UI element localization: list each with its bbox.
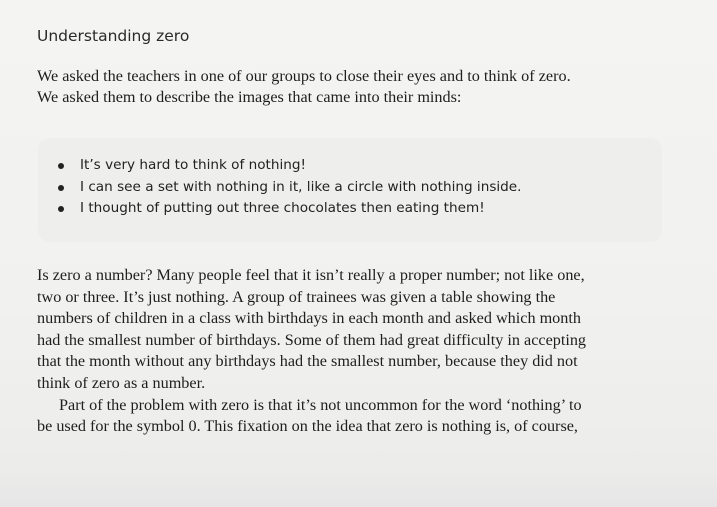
list-item bbox=[55, 155, 522, 177]
paragraph-1-line: numbers of children in a class with birthdays in each month and asked which month bbox=[37, 309, 581, 328]
teacher-responses-list bbox=[55, 155, 522, 220]
page-bottom-shadow bbox=[0, 470, 717, 507]
list-item-text: I thought of putting out three chocolates then eating them! bbox=[80, 200, 485, 216]
paragraph-1-line: had the smallest number of birthdays. Some of them had great difficulty in accepting bbox=[37, 330, 587, 349]
section-heading: Understanding zero bbox=[37, 27, 190, 45]
intro-line: We asked them to describe the images that came into their minds: bbox=[37, 88, 462, 106]
paragraph-2-line: be used for the symbol 0. This fixation on the idea that zero is nothing is, of course, bbox=[37, 417, 578, 436]
list-item bbox=[55, 177, 522, 199]
paragraph-1-line: two or three. It’s just nothing. A group of trainees was given a table showing the bbox=[37, 287, 556, 306]
bullet-icon bbox=[58, 185, 64, 191]
list-item bbox=[55, 198, 522, 220]
bullet-icon bbox=[58, 206, 64, 212]
intro-line: We asked the teachers in one of our groups to close their eyes and to think of zero. bbox=[37, 67, 571, 85]
bullet-icon bbox=[58, 163, 64, 169]
body-text bbox=[37, 265, 677, 438]
list-item-text: I can see a set with nothing in it, like a circle with nothing inside. bbox=[80, 178, 522, 195]
list-item-text: It’s very hard to think of nothing! bbox=[80, 157, 306, 173]
paragraph-1-line: Is zero a number? Many people feel that it isn’t really a proper number; not like one, bbox=[37, 266, 585, 284]
paragraph-2-line: Part of the problem with zero is that it’s not uncommon for the word ‘nothing’ to bbox=[59, 395, 582, 414]
paragraph-1-line: that the month without any birthdays had the smallest number, because they did not bbox=[37, 352, 578, 371]
intro-paragraph bbox=[37, 66, 677, 108]
paragraph-1-line: think of zero as a number. bbox=[37, 373, 206, 392]
